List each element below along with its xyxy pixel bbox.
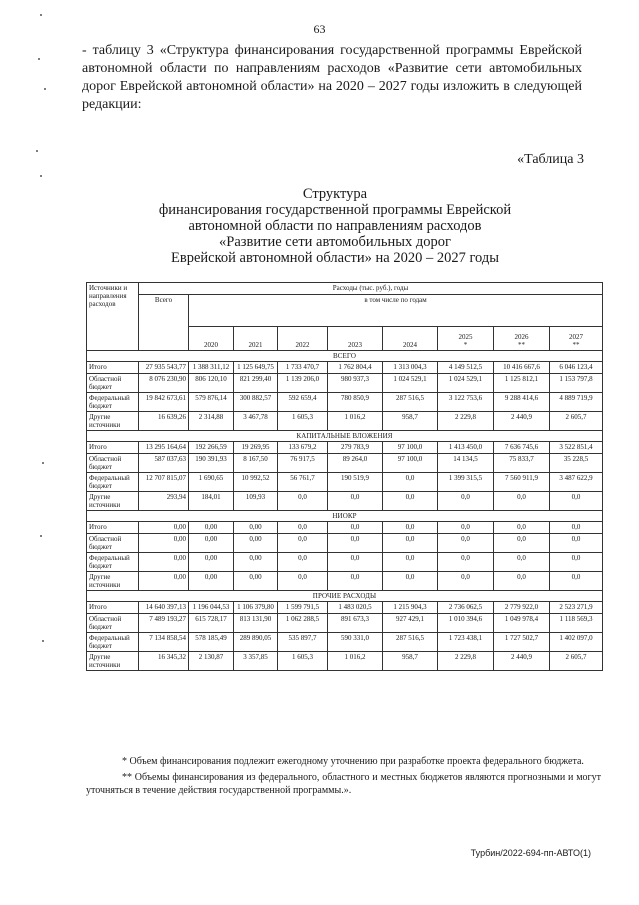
table-cell: 0,00 xyxy=(139,522,189,534)
table-cell: 1 215 904,3 xyxy=(383,602,438,614)
row-label: Итого xyxy=(87,602,139,614)
table-cell: 300 882,57 xyxy=(234,393,278,412)
table-cell: 0,0 xyxy=(438,553,494,572)
table-cell: 0,0 xyxy=(278,492,328,511)
table-cell: 891 673,3 xyxy=(328,614,383,633)
section-row xyxy=(87,351,603,362)
table-cell: 75 833,7 xyxy=(494,454,550,473)
table-cell: 19 269,95 xyxy=(234,442,278,454)
table-cell: 1 762 804,4 xyxy=(328,362,383,374)
table-cell: 27 935 543,77 xyxy=(139,362,189,374)
table-cell: 97 100,0 xyxy=(383,442,438,454)
table-cell: 279 783,9 xyxy=(328,442,383,454)
table-cell: 0,0 xyxy=(383,473,438,492)
table-row xyxy=(87,602,603,614)
table-row xyxy=(87,652,603,671)
row-label: Другие источники xyxy=(87,412,139,431)
table-cell: 1 016,2 xyxy=(328,652,383,671)
table-cell: 1 125 649,75 xyxy=(234,362,278,374)
table-cell: 6 046 123,4 xyxy=(550,362,603,374)
table-cell: 0,00 xyxy=(189,522,234,534)
table-cell: 780 850,9 xyxy=(328,393,383,412)
table-cell: 0,00 xyxy=(139,534,189,553)
table-cell: 2 229,8 xyxy=(438,412,494,431)
table-cell: 0,0 xyxy=(328,492,383,511)
table-cell: 76 917,5 xyxy=(278,454,328,473)
table-cell: 1 483 020,5 xyxy=(328,602,383,614)
table-cell: 0,0 xyxy=(438,492,494,511)
row-label: Другие источники xyxy=(87,652,139,671)
table-cell: 1 399 315,5 xyxy=(438,473,494,492)
table-cell: 0,0 xyxy=(550,572,603,591)
table-cell: 2 523 271,9 xyxy=(550,602,603,614)
table-cell: 1 016,2 xyxy=(328,412,383,431)
table-cell: 1 605,3 xyxy=(278,652,328,671)
header-source: Источники и направления расходов xyxy=(87,283,139,351)
table-cell: 1 049 978,4 xyxy=(494,614,550,633)
table-cell: 14 640 397,13 xyxy=(139,602,189,614)
table-cell: 0,0 xyxy=(383,572,438,591)
table-cell: 1 153 797,8 xyxy=(550,374,603,393)
table-cell: 0,0 xyxy=(550,534,603,553)
table-cell: 1 024 529,1 xyxy=(438,374,494,393)
header-year: 2024 xyxy=(383,327,438,351)
table-cell: 1 024 529,1 xyxy=(383,374,438,393)
table-cell: 13 295 164,64 xyxy=(139,442,189,454)
table-cell: 1 139 206,0 xyxy=(278,374,328,393)
page-number: 63 xyxy=(313,22,326,36)
title-line: финансирования государственной программы Еврейской xyxy=(158,202,512,218)
table-cell: 980 937,3 xyxy=(328,374,383,393)
table-cell: 2 605,7 xyxy=(550,412,603,431)
table-cell: 958,7 xyxy=(383,652,438,671)
financing-table xyxy=(86,282,603,671)
table-cell: 9 288 414,6 xyxy=(494,393,550,412)
row-label: Федеральный бюджет xyxy=(87,633,139,652)
table-cell: 0,00 xyxy=(234,572,278,591)
table-cell: 2 440,9 xyxy=(494,652,550,671)
row-label: Итого xyxy=(87,442,139,454)
section-row xyxy=(87,591,603,602)
row-label: Другие источники xyxy=(87,572,139,591)
header-year: 2027 ** xyxy=(550,327,603,351)
scan-speck xyxy=(40,175,42,177)
table-cell: 0,0 xyxy=(328,522,383,534)
table-cell: 2 130,87 xyxy=(189,652,234,671)
table-row xyxy=(87,374,603,393)
table-cell: 1 106 379,80 xyxy=(234,602,278,614)
table-cell: 19 842 673,61 xyxy=(139,393,189,412)
table-cell: 293,94 xyxy=(139,492,189,511)
section-title: НИОКР xyxy=(87,511,603,522)
table-row xyxy=(87,633,603,652)
table-cell: 1 388 311,12 xyxy=(189,362,234,374)
scan-speck xyxy=(42,640,44,642)
document-footer: Турбин/2022-694-пп-АВТО(1) xyxy=(470,848,591,858)
table-title xyxy=(90,186,580,266)
table-cell: 927 429,1 xyxy=(383,614,438,633)
table-cell: 16 639,26 xyxy=(139,412,189,431)
row-label: Федеральный бюджет xyxy=(87,553,139,572)
table-row xyxy=(87,492,603,511)
table-cell: 2 314,88 xyxy=(189,412,234,431)
table-cell: 0,0 xyxy=(278,522,328,534)
title-line: Еврейской автономной области» на 2020 – 2027 годы xyxy=(171,250,499,266)
table-cell: 0,0 xyxy=(383,492,438,511)
table-row xyxy=(87,473,603,492)
header-by-years: в том числе по годам xyxy=(189,295,603,327)
table-cell: 615 728,17 xyxy=(189,614,234,633)
table-cell: 587 037,63 xyxy=(139,454,189,473)
table-cell: 1 118 569,3 xyxy=(550,614,603,633)
table-cell: 133 679,2 xyxy=(278,442,328,454)
table-cell: 0,00 xyxy=(234,534,278,553)
header-expenses: Расходы (тыс. руб.), годы xyxy=(139,283,603,295)
table-cell: 1 402 097,0 xyxy=(550,633,603,652)
table-cell: 109,93 xyxy=(234,492,278,511)
table-cell: 579 876,14 xyxy=(189,393,234,412)
table-cell: 1 733 470,7 xyxy=(278,362,328,374)
title-line: автономной области по направлениям расходов xyxy=(188,218,482,234)
scan-speck xyxy=(38,58,40,60)
table-cell: 0,00 xyxy=(139,572,189,591)
table-row xyxy=(87,442,603,454)
row-label: Областной бюджет xyxy=(87,454,139,473)
table-cell: 3 522 851,4 xyxy=(550,442,603,454)
table-cell: 958,7 xyxy=(383,412,438,431)
table-cell: 0,0 xyxy=(494,492,550,511)
table-cell: 0,0 xyxy=(494,553,550,572)
table-cell: 0,0 xyxy=(494,572,550,591)
table-cell: 0,0 xyxy=(278,572,328,591)
table-cell: 0,00 xyxy=(139,553,189,572)
table-cell: 0,00 xyxy=(234,553,278,572)
table-row xyxy=(87,454,603,473)
table-cell: 0,0 xyxy=(494,522,550,534)
row-label: Итого xyxy=(87,362,139,374)
table-cell: 289 890,05 xyxy=(234,633,278,652)
table-caption: «Таблица 3 xyxy=(517,152,584,167)
table-cell: 1 125 812,1 xyxy=(494,374,550,393)
table-cell: 806 120,10 xyxy=(189,374,234,393)
table-cell: 8 076 230,90 xyxy=(139,374,189,393)
table-cell: 2 736 062,5 xyxy=(438,602,494,614)
table-cell: 1 313 004,3 xyxy=(383,362,438,374)
table-cell: 7 560 911,9 xyxy=(494,473,550,492)
scan-speck xyxy=(40,535,42,537)
header-year: 2021 xyxy=(234,327,278,351)
table-cell: 8 167,50 xyxy=(234,454,278,473)
section-title: ПРОЧИЕ РАСХОДЫ xyxy=(87,591,603,602)
table-cell: 1 413 450,0 xyxy=(438,442,494,454)
table-cell: 10 992,52 xyxy=(234,473,278,492)
table-cell: 0,0 xyxy=(438,572,494,591)
scan-speck xyxy=(40,14,42,16)
table-cell: 3 122 753,6 xyxy=(438,393,494,412)
table-cell: 190 391,93 xyxy=(189,454,234,473)
table-cell: 0,0 xyxy=(383,534,438,553)
table-cell: 0,00 xyxy=(189,534,234,553)
table-cell: 10 416 667,6 xyxy=(494,362,550,374)
table-cell: 0,00 xyxy=(234,522,278,534)
row-label: Областной бюджет xyxy=(87,534,139,553)
header-total: Всего xyxy=(139,295,189,351)
table-row xyxy=(87,572,603,591)
row-label: Областной бюджет xyxy=(87,614,139,633)
table-cell: 0,0 xyxy=(438,522,494,534)
table-cell: 16 345,32 xyxy=(139,652,189,671)
header-year: 2025 * xyxy=(438,327,494,351)
row-label: Федеральный бюджет xyxy=(87,393,139,412)
table-row xyxy=(87,534,603,553)
table-cell: 0,0 xyxy=(438,534,494,553)
table-cell: 0,0 xyxy=(550,492,603,511)
table-cell: 0,0 xyxy=(328,534,383,553)
section-title: КАПИТАЛЬНЫЕ ВЛОЖЕНИЯ xyxy=(87,431,603,442)
table-cell: 12 707 815,07 xyxy=(139,473,189,492)
table-cell: 813 131,90 xyxy=(234,614,278,633)
footnote: * Объем финансирования подлежит ежегодному уточнению при разработке проекта федерального бюджета. xyxy=(122,756,584,767)
header-year: 2026 ** xyxy=(494,327,550,351)
table-cell: 287 516,5 xyxy=(383,633,438,652)
table-cell: 0,0 xyxy=(328,553,383,572)
table-cell: 590 331,0 xyxy=(328,633,383,652)
table-cell: 287 516,5 xyxy=(383,393,438,412)
table-cell: 1 010 394,6 xyxy=(438,614,494,633)
table-cell: 0,0 xyxy=(328,572,383,591)
row-label: Другие источники xyxy=(87,492,139,511)
scan-speck xyxy=(42,462,44,464)
table-cell: 2 440,9 xyxy=(494,412,550,431)
table-cell: 1 599 791,5 xyxy=(278,602,328,614)
table-cell: 192 266,59 xyxy=(189,442,234,454)
table-cell: 3 487 622,9 xyxy=(550,473,603,492)
table-cell: 0,0 xyxy=(278,553,328,572)
table-cell: 1 062 288,5 xyxy=(278,614,328,633)
row-label: Итого xyxy=(87,522,139,534)
table-cell: 0,0 xyxy=(383,553,438,572)
header-year: 2022 xyxy=(278,327,328,351)
table-cell: 821 299,40 xyxy=(234,374,278,393)
title-line: «Развитие сети автомобильных дорог xyxy=(219,234,451,250)
table-cell: 190 519,9 xyxy=(328,473,383,492)
intro-paragraph: - таблицу 3 «Структура финансирования государственной программы Еврейской автономной области по направлениям расходов «Развитие сети автомобильных дорог Еврейской автономной области» на 2020 – 2027 годы изложить в следующей редакции: xyxy=(82,43,582,112)
scan-speck xyxy=(44,88,46,90)
table-cell: 592 659,4 xyxy=(278,393,328,412)
table-cell: 1 690,65 xyxy=(189,473,234,492)
table-cell: 89 264,0 xyxy=(328,454,383,473)
section-row xyxy=(87,511,603,522)
table-row xyxy=(87,412,603,431)
table-cell: 0,00 xyxy=(189,553,234,572)
table-cell: 535 897,7 xyxy=(278,633,328,652)
footnotes xyxy=(86,755,601,800)
scan-speck xyxy=(36,150,38,152)
table-cell: 2 779 922,0 xyxy=(494,602,550,614)
table-cell: 1 723 438,1 xyxy=(438,633,494,652)
table-cell: 3 467,78 xyxy=(234,412,278,431)
table-cell: 0,0 xyxy=(278,534,328,553)
table-cell: 1 196 044,53 xyxy=(189,602,234,614)
header-year: 2023 xyxy=(328,327,383,351)
table-cell: 7 636 745,6 xyxy=(494,442,550,454)
table-cell: 1 605,3 xyxy=(278,412,328,431)
table-cell: 2 229,8 xyxy=(438,652,494,671)
table-cell: 0,0 xyxy=(550,522,603,534)
section-row xyxy=(87,431,603,442)
title-line: Структура xyxy=(302,186,368,202)
header-year: 2020 xyxy=(189,327,234,351)
table-cell: 0,0 xyxy=(550,553,603,572)
table-cell: 97 100,0 xyxy=(383,454,438,473)
table-row xyxy=(87,393,603,412)
table-cell: 0,0 xyxy=(383,522,438,534)
table-row xyxy=(87,522,603,534)
table-cell: 14 134,5 xyxy=(438,454,494,473)
table-row xyxy=(87,614,603,633)
table-cell: 0,00 xyxy=(189,572,234,591)
table-cell: 0,0 xyxy=(494,534,550,553)
table-cell: 35 228,5 xyxy=(550,454,603,473)
row-label: Федеральный бюджет xyxy=(87,473,139,492)
table-cell: 2 605,7 xyxy=(550,652,603,671)
footnote: ** Объемы финансирования из федерального, областного и местных бюджетов являются прогнозными и могут уточняться в течение действия государственной программы.». xyxy=(86,772,601,796)
table-cell: 1 727 502,7 xyxy=(494,633,550,652)
table-cell: 578 185,49 xyxy=(189,633,234,652)
table-cell: 7 134 858,54 xyxy=(139,633,189,652)
table-row xyxy=(87,362,603,374)
table-cell: 4 149 512,5 xyxy=(438,362,494,374)
table-row xyxy=(87,553,603,572)
table-cell: 184,01 xyxy=(189,492,234,511)
table-cell: 4 889 719,9 xyxy=(550,393,603,412)
table-cell: 56 761,7 xyxy=(278,473,328,492)
row-label: Областной бюджет xyxy=(87,374,139,393)
table-cell: 7 489 193,27 xyxy=(139,614,189,633)
section-title: ВСЕГО xyxy=(87,351,603,362)
table-cell: 3 357,85 xyxy=(234,652,278,671)
